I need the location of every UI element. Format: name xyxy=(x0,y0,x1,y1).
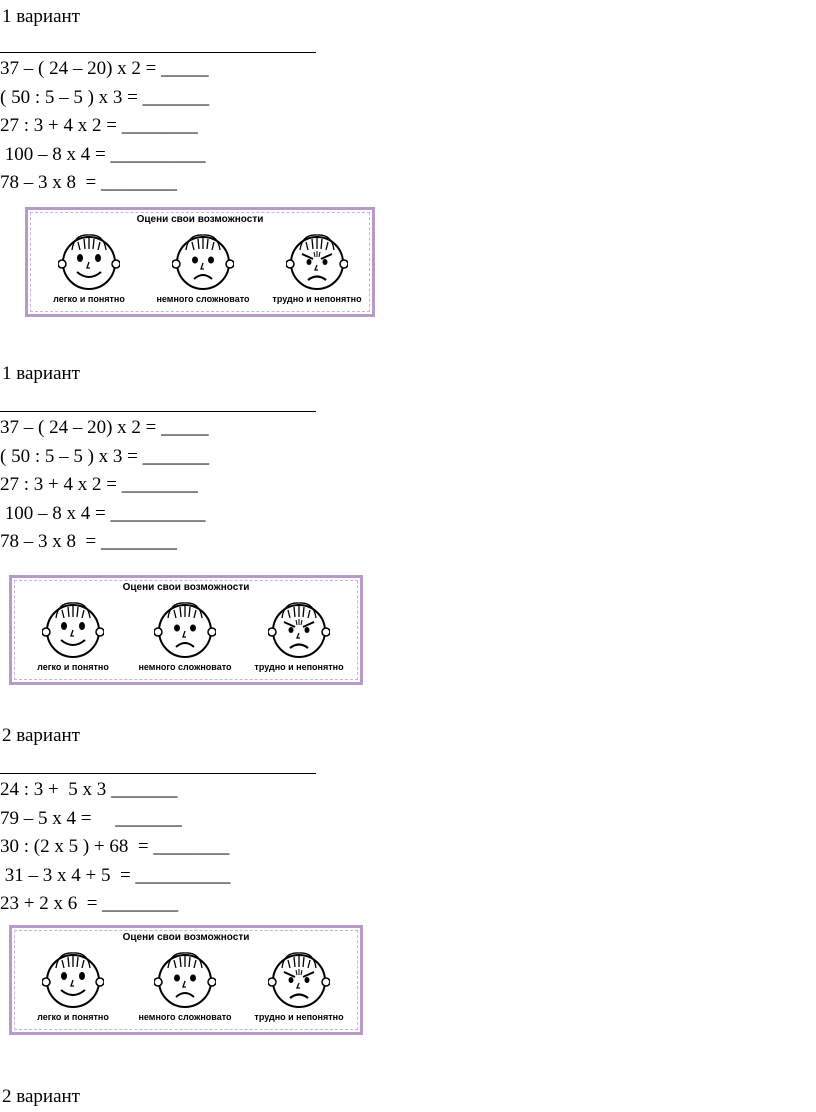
face-option-easy[interactable] xyxy=(18,948,128,1026)
face-option-hard[interactable] xyxy=(262,230,372,308)
sad-face-icon xyxy=(172,230,234,292)
face-option-medium[interactable] xyxy=(148,230,258,308)
variant-heading: 2 вариант xyxy=(2,1086,80,1107)
expression-line: 30 : (2 х 5 ) + 68 = ________ xyxy=(0,836,230,857)
variant-section-3 xyxy=(0,722,816,1052)
face-caption: трудно и непонятно xyxy=(272,294,362,304)
happy-face-icon xyxy=(42,598,104,660)
card-title: Оцени свои возможности xyxy=(122,932,250,943)
variant-section-1 xyxy=(0,0,816,330)
expression-line: 27 : 3 + 4 х 2 = ________ xyxy=(0,474,198,495)
variant-section-2 xyxy=(0,360,816,690)
face-caption: трудно и непонятно xyxy=(254,1012,344,1022)
expression-line: 31 – 3 х 4 + 5 = __________ xyxy=(0,865,231,886)
face-option-hard[interactable] xyxy=(244,948,354,1026)
divider-line xyxy=(0,773,316,774)
face-caption: немного сложновато xyxy=(138,662,232,672)
face-caption: немного сложновато xyxy=(138,1012,232,1022)
face-caption: легко и понятно xyxy=(37,662,109,672)
variant-heading: 2 вариант xyxy=(2,725,80,746)
expression-line: 23 + 2 х 6 = ________ xyxy=(0,893,179,914)
angry-face-icon xyxy=(268,948,330,1010)
variant-heading: 1 вариант xyxy=(2,6,80,27)
expression-line: 78 – 3 х 8 = ________ xyxy=(0,531,177,552)
happy-face-icon xyxy=(42,948,104,1010)
expression-line: ( 50 : 5 – 5 ) х 3 = _______ xyxy=(0,87,210,108)
face-option-medium[interactable] xyxy=(130,598,240,676)
expression-line: ( 50 : 5 – 5 ) х 3 = _______ xyxy=(0,446,210,467)
face-caption: немного сложновато xyxy=(156,294,250,304)
card-title: Оцени свои возможности xyxy=(136,214,264,225)
face-option-medium[interactable] xyxy=(130,948,240,1026)
angry-face-icon xyxy=(286,230,348,292)
face-option-hard[interactable] xyxy=(244,598,354,676)
expression-line: 37 – ( 24 – 20) х 2 = _____ xyxy=(0,417,209,438)
face-option-easy[interactable] xyxy=(34,230,144,308)
face-option-easy[interactable] xyxy=(18,598,128,676)
self-assessment-card xyxy=(25,207,375,317)
expression-line: 100 – 8 х 4 = __________ xyxy=(0,144,206,165)
face-caption: легко и понятно xyxy=(53,294,125,304)
variant-heading: 1 вариант xyxy=(2,363,80,384)
sad-face-icon xyxy=(154,948,216,1010)
face-caption: трудно и непонятно xyxy=(254,662,344,672)
self-assessment-card xyxy=(9,925,363,1035)
variant-section-4 xyxy=(0,1080,816,1112)
divider-line xyxy=(0,52,316,53)
angry-face-icon xyxy=(268,598,330,660)
divider-line xyxy=(0,411,316,412)
expression-line: 27 : 3 + 4 х 2 = ________ xyxy=(0,115,198,136)
expression-line: 78 – 3 х 8 = ________ xyxy=(0,172,177,193)
face-caption: легко и понятно xyxy=(37,1012,109,1022)
expression-line: 100 – 8 х 4 = __________ xyxy=(0,503,206,524)
self-assessment-card xyxy=(9,575,363,685)
expression-line: 79 – 5 х 4 = _______ xyxy=(0,808,182,829)
expression-line: 24 : 3 + 5 х 3 _______ xyxy=(0,779,178,800)
sad-face-icon xyxy=(154,598,216,660)
expression-line: 37 – ( 24 – 20) х 2 = _____ xyxy=(0,58,209,79)
card-title: Оцени свои возможности xyxy=(122,582,250,593)
happy-face-icon xyxy=(58,230,120,292)
